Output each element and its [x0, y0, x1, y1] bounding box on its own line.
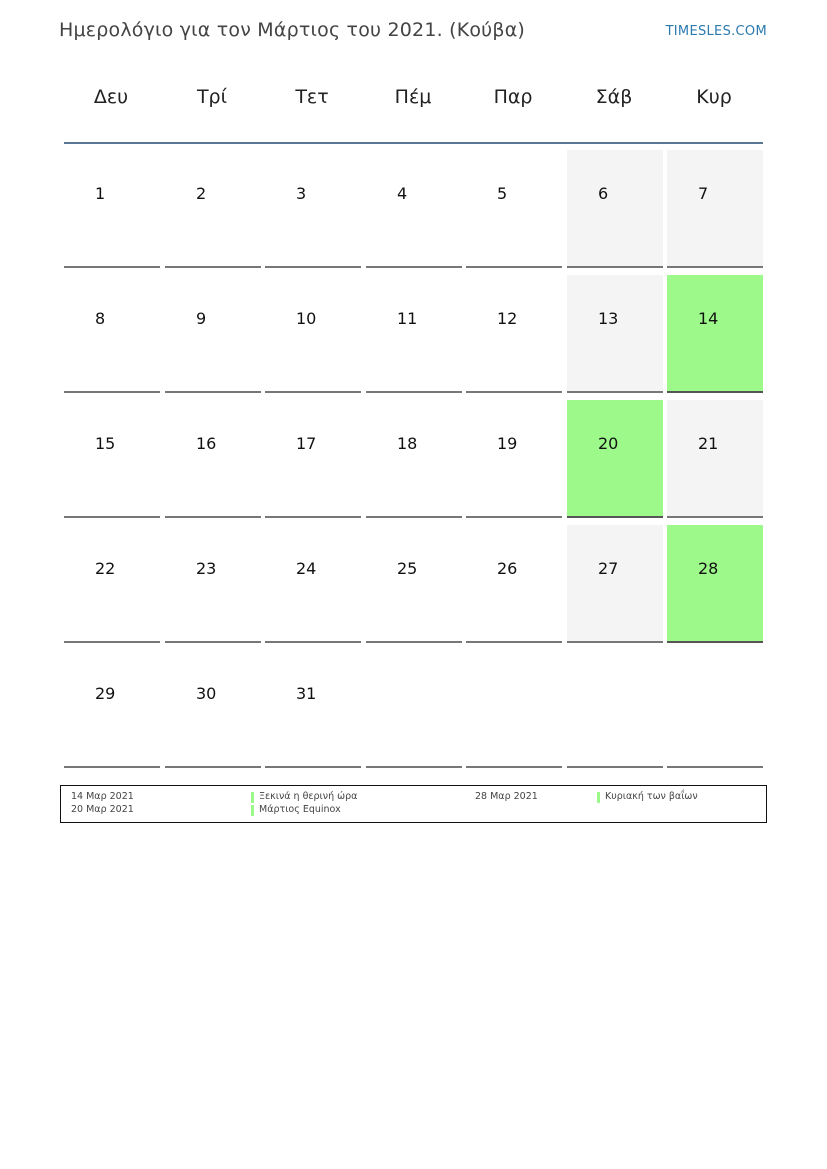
weekday-header-row [62, 86, 764, 142]
day-cell-16[interactable] [165, 400, 261, 518]
header-divider [64, 142, 763, 144]
weekday-tue: Τρί [196, 86, 228, 108]
day-number: 26 [497, 559, 518, 578]
weekday-thu: Πέμ [394, 86, 432, 108]
day-number: 2 [196, 184, 207, 203]
day-cell-28[interactable] [667, 525, 763, 643]
day-cell-21[interactable] [667, 400, 763, 518]
day-number: 3 [296, 184, 307, 203]
day-cell-6[interactable] [567, 150, 663, 268]
day-cell-8[interactable] [64, 275, 160, 393]
day-cell-4[interactable] [366, 150, 462, 268]
day-cell-15[interactable] [64, 400, 160, 518]
day-number: 28 [698, 559, 719, 578]
day-number: 30 [196, 684, 217, 703]
day-cell-25[interactable] [366, 525, 462, 643]
day-number: 9 [196, 309, 207, 328]
day-number: 17 [296, 434, 317, 453]
day-cell-23[interactable] [165, 525, 261, 643]
weekday-fri: Παρ [493, 86, 533, 108]
day-cell-13[interactable] [567, 275, 663, 393]
day-cell-29[interactable] [64, 650, 160, 768]
weekday-mon: Δευ [93, 86, 129, 108]
legend-date: 28 Μαρ 2021 [475, 791, 538, 802]
day-cell-5[interactable] [466, 150, 562, 268]
day-number: 12 [497, 309, 518, 328]
day-number: 8 [95, 309, 106, 328]
day-number: 20 [598, 434, 619, 453]
day-cell-1[interactable] [64, 150, 160, 268]
day-number: 23 [196, 559, 217, 578]
day-cell-17[interactable] [265, 400, 361, 518]
holiday-legend [60, 785, 767, 823]
day-number: 6 [598, 184, 609, 203]
day-number: 16 [196, 434, 217, 453]
day-number: 18 [397, 434, 418, 453]
legend-holiday-marker [597, 792, 600, 803]
day-cell-7[interactable] [667, 150, 763, 268]
day-number: 25 [397, 559, 418, 578]
day-number: 10 [296, 309, 317, 328]
day-cell-18[interactable] [366, 400, 462, 518]
day-number: 1 [95, 184, 106, 203]
day-cell-3[interactable] [265, 150, 361, 268]
day-cell-31[interactable] [265, 650, 361, 768]
day-number: 5 [497, 184, 508, 203]
day-cell-27[interactable] [567, 525, 663, 643]
day-number: 13 [598, 309, 619, 328]
legend-holiday-name: Κυριακή των βαΐων [605, 791, 698, 802]
weekday-sat: Σάβ [595, 86, 633, 108]
day-cell-19[interactable] [466, 400, 562, 518]
empty-day-cell [567, 650, 663, 768]
day-cell-26[interactable] [466, 525, 562, 643]
day-number: 11 [397, 309, 418, 328]
day-cell-11[interactable] [366, 275, 462, 393]
day-cell-14[interactable] [667, 275, 763, 393]
legend-date: 14 Μαρ 2021 [71, 791, 134, 802]
day-number: 14 [698, 309, 719, 328]
empty-day-cell [667, 650, 763, 768]
day-number: 21 [698, 434, 719, 453]
day-cell-10[interactable] [265, 275, 361, 393]
day-number: 27 [598, 559, 619, 578]
page-title: Ημερολόγιο για τον Μάρτιος του 2021. (Κούβα) [59, 19, 526, 41]
day-number: 19 [497, 434, 518, 453]
day-cell-20[interactable] [567, 400, 663, 518]
day-number: 7 [698, 184, 709, 203]
day-number: 24 [296, 559, 317, 578]
legend-date: 20 Μαρ 2021 [71, 804, 134, 815]
empty-day-cell [366, 650, 462, 768]
day-cell-9[interactable] [165, 275, 261, 393]
day-number: 31 [296, 684, 317, 703]
legend-holiday-marker [251, 792, 254, 803]
day-number: 15 [95, 434, 116, 453]
day-cell-12[interactable] [466, 275, 562, 393]
legend-holiday-name: Μάρτιος Equinox [259, 804, 341, 815]
day-cell-22[interactable] [64, 525, 160, 643]
legend-holiday-name: Ξεκινά η θερινή ώρα [259, 791, 358, 802]
weekday-wed: Τετ [295, 86, 329, 108]
day-cell-30[interactable] [165, 650, 261, 768]
day-number: 22 [95, 559, 116, 578]
brand-link[interactable]: TIMESLES.COM [665, 24, 767, 39]
day-cell-24[interactable] [265, 525, 361, 643]
legend-holiday-marker [251, 805, 254, 816]
weekday-sun: Κυρ [696, 86, 732, 108]
day-number: 29 [95, 684, 116, 703]
day-number: 4 [397, 184, 408, 203]
empty-day-cell [466, 650, 562, 768]
day-cell-2[interactable] [165, 150, 261, 268]
